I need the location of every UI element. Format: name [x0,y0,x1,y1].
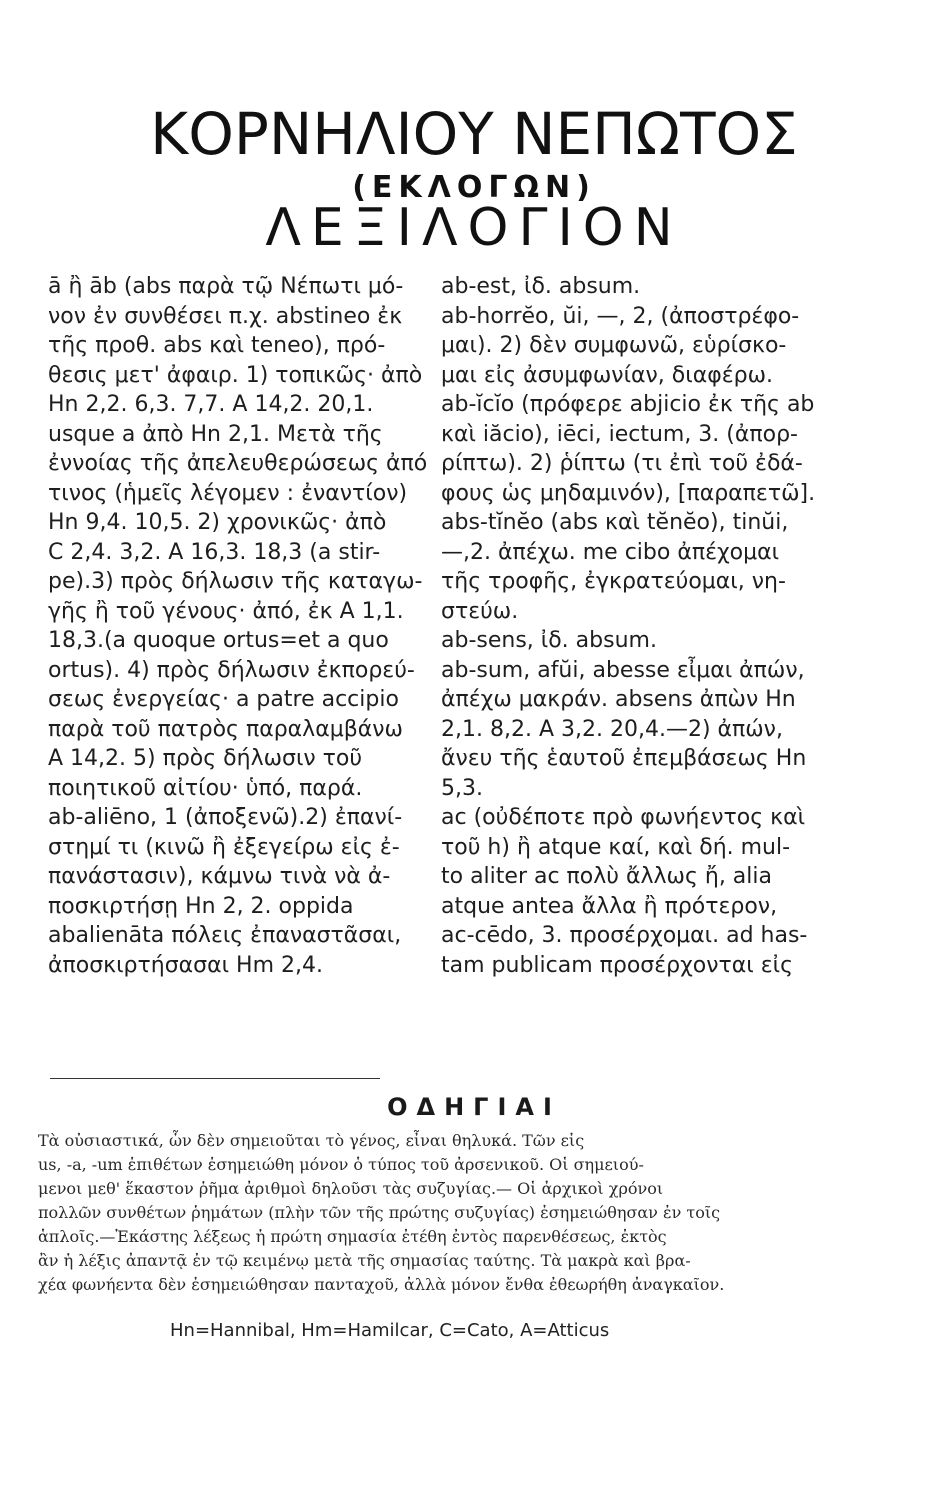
text-line: τοῦ h) ἢ atque καί, καὶ δή. mul- [441,834,791,860]
text-line: μενοι μεθ' ἕκαστον ῥῆμα ἀριθμοὶ δηλοῦσι τὰς συζυγίας.— Οἱ ἀρχικοὶ χρόνοι [38,1179,664,1198]
text-line: πανάστασιν), κάμνω τινὰ νὰ ἀ- [48,864,391,889]
text-line: γῆς ἢ τοῦ γένους· ἀπό, ἐκ A 1,1. [48,598,404,624]
text-line: 18,3.(a quoque ortus=et a quo [48,628,389,653]
column-end-rule [50,1078,380,1079]
text-line: Τὰ οὐσιαστικά, ὧν δὲν σημειοῦται τὸ γένος, εἶναι θηλυκά. Τῶν εἰς [38,1131,585,1150]
text-line: abs-tĭnĕo (abs καὶ tĕnĕo), tinŭi, [441,510,789,535]
text-line: τινος (ἡμεῖς λέγομεν : ἐναντίον) [48,480,408,506]
text-line: Hn 2,2. 6,3. 7,7. A 14,2. 20,1. [48,392,374,417]
text-line: θεσις μετ' ἀφαιρ. 1) τοπικῶς· ἀπὸ [48,362,423,388]
text-line: ποιητικοῦ αἰτίου· ὑπό, παρά. [48,775,363,801]
text-line: us, -a, -um ἐπιθέτων ἐσημειώθη μόνον ὁ τύπος τοῦ ἀρσενικοῦ. Οἱ σημειού- [38,1155,644,1174]
text-line: ab-sum, afŭi, abesse εἶμαι ἀπών, [441,657,805,683]
text-line: ρίπτω). 2) ῥίπτω (τι ἐπὶ τοῦ ἐδά- [441,451,803,476]
text-line: ab-horrĕo, ŭi, —, 2, (ἀποστρέφο- [441,303,800,329]
notes-title: ΟΔΗΓΙΑΙ [387,1093,561,1121]
page-subtitle: (ΕΚΛΟΓΩΝ) [352,170,596,205]
text-line: ab-est, ἰδ. absum. [441,274,641,299]
text-line: μαι εἰς ἀσυμφωνίαν, διαφέρω. [441,362,773,388]
abbreviations-line: Hn=Hannibal, Hm=Hamilcar, C=Cato, A=Atticus [170,1320,610,1341]
text-line: ac (οὐδέποτε πρὸ φωνήεντος καὶ [441,805,806,830]
text-line: τῆς προθ. abs καὶ teneo), πρό- [48,333,386,358]
text-line: χέα φωνήεντα δὲν ἐσημειώθησαν πανταχοῦ, ἀλλὰ μόνον ἔνθα ἐθεωρήθη ἀναγκαῖον. [38,1275,725,1294]
text-line: Hn 9,4. 10,5. 2) χρονικῶς· ἀπὸ [48,510,387,535]
text-line: σεως ἐνεργείας· a patre accipio [48,687,399,712]
notes-body [38,1129,858,1297]
text-line: μαι). 2) δὲν συμφωνῶ, εὑρίσκο- [441,333,787,358]
text-line: usque a ἀπὸ Hn 2,1. Μετὰ τῆς [48,421,383,447]
text-line: ā ἢ āb (abs παρὰ τῷ Νέπωτι μό- [48,274,404,299]
text-line: 5,3. [441,775,483,801]
text-line: abalienāta πόλεις ἐπαναστᾶσαι, [48,923,402,948]
text-line: τῆς τροφῆς, ἐγκρατεύομαι, νη- [441,569,786,594]
text-line: ortus). 4) πρὸς δήλωσιν ἐκπορεύ- [48,657,415,683]
text-line: στεύω. [441,598,519,624]
glossary-column-right [441,272,849,980]
text-line: C 2,4. 3,2. A 16,3. 18,3 (a stir- [48,539,381,565]
text-line: ab-ĭcĭo (πρόφερε abjicio ἐκ τῆς ab [441,392,815,417]
text-line: ἀποσκιρτήσασαι Hm 2,4. [48,952,323,978]
text-line: pe).3) πρὸς δήλωσιν τῆς καταγω- [48,569,423,594]
text-line: ab-sens, ἰδ. absum. [441,628,657,653]
text-line: ἐννοίας τῆς ἀπελευθερώσεως ἀπό [48,451,428,476]
text-line: πολλῶν συνθέτων ῥημάτων (πλὴν τῶν τῆς πρώτης συζυγίας) ἐσημειώθησαν ἐν τοῖς [38,1203,721,1222]
text-line: A 14,2. 5) πρὸς δήλωσιν τοῦ [48,746,363,771]
text-line: atque antea ἄλλα ἢ πρότερον, [441,893,778,919]
text-line: tam publicam προσέρχονται εἰς [441,952,793,978]
text-line: ἂν ἡ λέξις ἀπαντᾷ ἐν τῷ κειμένῳ μετὰ τῆς σημασίας ταύτης. Τὰ μακρὰ καὶ βρα- [38,1251,691,1270]
text-line: ἄνευ τῆς ἑαυτοῦ ἐπεμβάσεως Hn [441,746,807,771]
text-line: to aliter ac πολὺ ἄλλως ἤ, alia [441,864,772,889]
text-line: —,2. ἀπέχω. me cibo ἀπέχομαι [441,539,780,565]
text-line: νον ἐν συνθέσει π.χ. abstineo ἐκ [48,303,403,329]
section-heading: ΛΕΞΙΛΟΓΙΟΝ [265,198,683,258]
text-line: ab-aliēno, 1 (ἀποξενῶ).2) ἐπανί- [48,805,403,830]
text-line: ἀπέχω μακράν. absens ἀπὼν Hn [441,687,796,712]
text-line: στημί τι (κινῶ ἢ ἐξεγείρω εἰς ἐ- [48,834,400,860]
text-line: ac-cēdo, 3. προσέρχομαι. ad has- [441,923,808,948]
text-line: ποσκιρτήσῃ Hn 2, 2. oppida [48,893,354,919]
glossary-column-left [48,272,431,980]
text-line: φους ὡς μηδαμινόν), [παραπετῶ]. [441,480,816,506]
text-line: ἁπλοῖς.—Ἑκάστης λέξεως ἡ πρώτη σημασία ἐτέθη ἐντὸς παρενθέσεως, ἐκτὸς [38,1227,667,1246]
text-line: παρὰ τοῦ πατρὸς παραλαμβάνω [48,716,403,742]
text-line: καὶ iăcio), iēci, iectum, 3. (ἀπορ- [441,421,798,447]
text-line: 2,1. 8,2. A 3,2. 20,4.—2) ἀπών, [441,716,783,742]
page-title: ΚΟΡΝΗΛΙΟΥ ΝΕΠΩΤΟΣ [150,100,798,168]
